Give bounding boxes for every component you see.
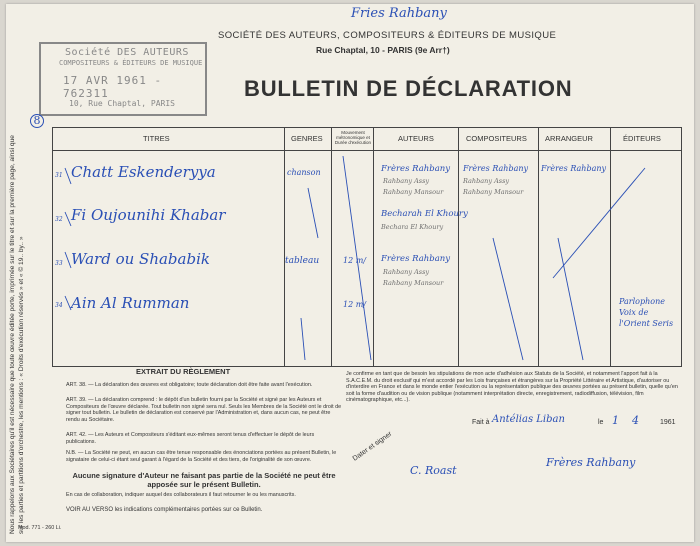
page-title: BULLETIN DE DÉCLARATION (244, 76, 573, 101)
col-mouvement: Mouvement métronomique et Durée d'exécution (334, 130, 372, 145)
genre-row-3: tableau (285, 256, 320, 266)
le-label: le (598, 419, 604, 426)
title-row-3: Ward ou Shababik (71, 250, 210, 268)
reception-stamp: Société DES AUTEURS COMPOSITEURS & ÉDITEURS DE MUSIQUE 17 AVR 1961 - 762311 10, Rue Chaptal, PARIS (39, 42, 207, 116)
editeur-row-4: Parlophone Voix de l'Orient Seris (619, 297, 674, 328)
reglement-art38: ART. 38. — La déclaration des œuvres est obligatoire; toute déclaration doit être faite avant l'exécution. (66, 382, 313, 388)
auteur: Rahbany Mansour (383, 279, 444, 287)
reglement-title: EXTRAIT DU RÈGLEMENT (136, 367, 231, 376)
dater-signer: Dater et signer (351, 430, 394, 463)
auteur: Rahbany Assy (383, 177, 430, 185)
auteur: Frères Rahbany (381, 164, 451, 174)
declaration-table (52, 127, 682, 367)
row-number: 31 (55, 172, 63, 179)
declaration-sheet (6, 4, 694, 542)
date-day: 1 (612, 414, 619, 427)
col-arrangeur: ARRANGEUR (545, 134, 593, 143)
year: 1961 (660, 419, 676, 426)
row-number: 32 (55, 216, 63, 223)
right-signature: Frères Rahbany (546, 456, 636, 469)
row-number: 33 (55, 260, 63, 267)
society-address: Rue Chaptal, 10 - PARIS (9e Arr†) (316, 45, 450, 55)
model-number: Mod. 771 - 260 Li. (18, 525, 62, 531)
reglement-warning: Aucune signature d'Auteur ne faisant pas partie de la Société ne peut être apposée sur le présent Bulletin. (72, 471, 336, 489)
auteur: Becharah El Khoury (381, 209, 468, 219)
col-editeurs: ÉDITEURS (623, 134, 661, 143)
fait-place: Antélias Liban (492, 414, 565, 425)
mouvement-row-4: 12 m/ (343, 300, 367, 309)
reglement-nb: N.B. — La Société ne peut, en aucun cas être tenue responsable des énonciations portées au présent Bulletin, le signataire de celui-ci étant seul garant à l'égard de la Société et des tiers, de l'originalité de son œuvre. (66, 450, 337, 463)
auteur: Frères Rahbany (381, 254, 451, 264)
reglement-collab: En cas de collaboration, indiquer auquel des collaborateurs il faut retourner le ou les manuscrits. (66, 492, 296, 498)
title-row-4: Ain Al Rumman (71, 294, 190, 312)
col-titres: TITRES (143, 134, 170, 143)
title-row-1: Chatt Eskenderyya (71, 163, 216, 181)
mouvement-row-3: 12 m/ (343, 256, 367, 265)
row-number: 34 (55, 302, 63, 309)
col-compositeurs: COMPOSITEURS (466, 134, 527, 143)
top-signature: Fries Rahbany (351, 6, 447, 21)
compositeur: Frères Rahbany (463, 164, 529, 173)
genre-row-1: chanson (287, 168, 321, 177)
date-month: 4 (632, 414, 639, 427)
col-auteurs: AUTEURS (398, 134, 434, 143)
auteur: Rahbany Assy (383, 268, 430, 276)
title-row-2: Fi Oujounihi Khabar (71, 206, 226, 224)
col-genres: GENRES (291, 134, 323, 143)
arrangeur-row-1: Frères Rahbany (541, 164, 607, 173)
compositeur: Rahbany Assy (463, 177, 510, 185)
auteur: Bechara El Khoury (381, 223, 444, 231)
fait-label: Fait à (472, 419, 490, 426)
side-note: Nous rappelons aux Sociétaires qu'il est nécessaire que toute œuvre éditée porte, imprimée sur le titre et sur la première page, ainsi que sur les parties et partitions d'orchestre, les mentions : « Droits d'exécution réservés » et « © 19.. by.. » (9, 135, 25, 534)
compositeur: Rahbany Mansour (463, 188, 524, 196)
reglement-voir: VOIR AU VERSO les indications complémentaires portées sur ce Bulletin. (66, 507, 263, 513)
reglement-art39: ART. 39. — La déclaration comprend : le dépôt d'un bulletin fourni par la Société et signé par les Auteurs et Compositeurs de l'œuvre déclarée. Tout bulletin non signé sera nul. Seuls les Membres de la Société ont le droit de signer tout bulletin. Le bulletin de déclaration est conservé par l'Administration et, dans aucun cas, ne peut être rendu au Sociétaire. (66, 397, 342, 423)
society-name: SOCIÉTÉ DES AUTEURS, COMPOSITEURS & ÉDITEURS DE MUSIQUE (218, 30, 557, 41)
margin-number: 8 (30, 114, 44, 128)
auteur: Rahbany Mansour (383, 188, 444, 196)
left-signature: C. Roast (410, 464, 457, 477)
reglement-art42: ART. 42. — Les Auteurs et Compositeurs s'éditant eux-mêmes seront tenus d'effectuer le dépôt de leurs publications. (66, 432, 315, 445)
confirmation-text: Je confirme en tant que de besoin les stipulations de mon acte d'adhésion aux Statuts de la Société, et notamment l'apport fait à la S.A.C.E.M. du droit exclusif qui m'est accordé par les Lois françaises et étrangères sur la Propriété Littéraire et Artistique, d'autoriser ou d'interdire en France et dans le monde entier l'exécution ou la représentation publique des œuvres portées au présent bulletin, quelle qu'en soit la forme d'audition ou de vision publique (notamment interprétation directe, enregistrement, radiodiffusion, télévision, film cinématographique, etc...). (346, 371, 678, 404)
